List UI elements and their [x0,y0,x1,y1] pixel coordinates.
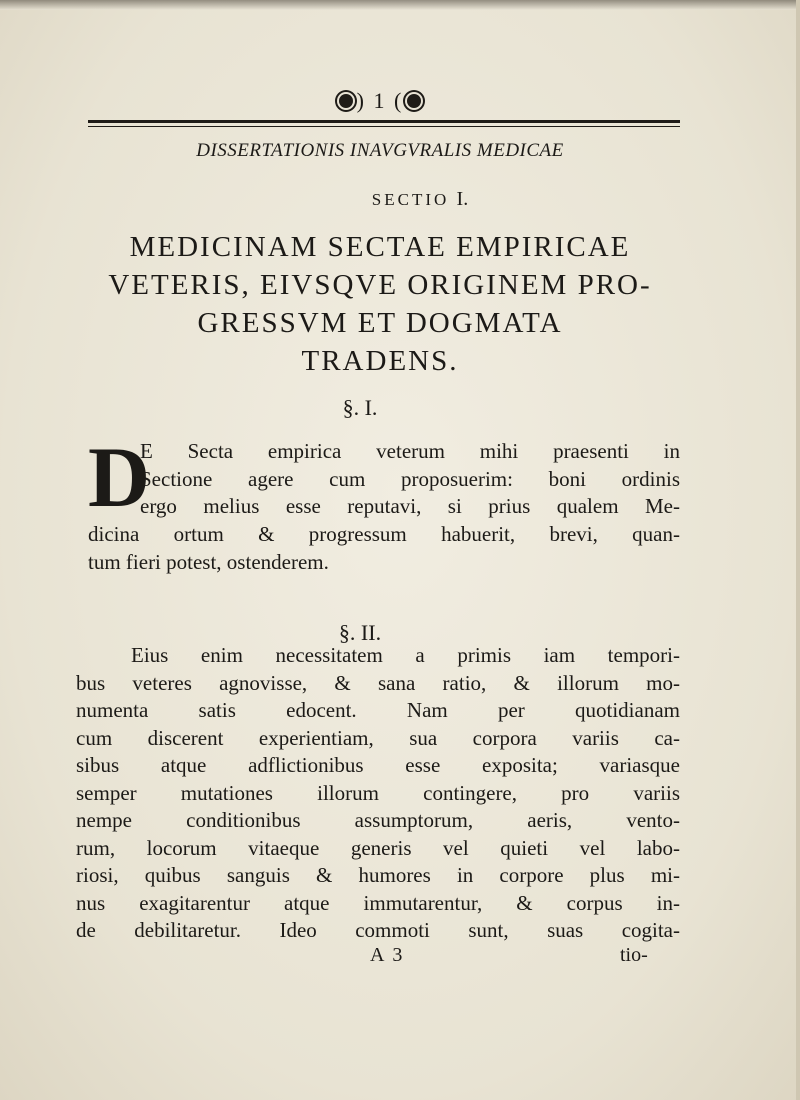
page-top-shadow [0,0,800,10]
paragraph-number: §. I. [342,395,378,420]
folio-ornament [300,86,460,116]
text-line: numenta satis edocent. Nam per quotidianam [76,698,680,722]
text-line: Eius enim necessitatem a primis iam tempori- [131,643,680,667]
text-line: cum discerent experientiam, sua corpora variis ca- [76,725,680,750]
text-line: bus veteres agnovisse, & sana ratio, & illorum mo- [76,670,680,695]
page-edge [796,0,800,1100]
text-line: dicina ortum & progressum habuerit, brevi, quan- [88,522,680,546]
section-word: SECTIO [371,190,450,209]
chapter-heading [80,228,680,380]
paragraph-1-body [88,521,680,576]
header-rule-thin [88,126,680,127]
text-line: Sectione agere cum proposuerim: boni ordinis [140,466,680,491]
section-label [200,188,640,211]
heading-line: VETERIS, EIVSQVE ORIGINEM PRO- [108,269,652,301]
signature-mark: A 3 [370,944,405,966]
text-line: E Secta empirica veterum mihi praesenti in [140,439,680,463]
text-line: ergo melius esse reputavi, si prius qualem Me- [140,494,680,518]
text-line: tum fieri potest, ostenderem. [88,549,329,574]
paragraph-1-indented [140,438,680,521]
drop-cap: D [88,429,151,525]
text-line: nus exagitarentur atque immutarentur, & corpus in- [76,890,680,915]
heading-line: MEDICINAM SECTAE EMPIRICAE [129,231,631,263]
text-line: riosi, quibus sanguis & humores in corpore plus mi- [76,863,680,887]
text-line: nempe conditionibus assumptorum, aeris, vento- [76,808,680,832]
rosette-right-icon [407,94,421,108]
header-rule-thick [88,120,680,123]
text-line: de debilitaretur. Ideo commoti sunt, suas cogita- [76,918,680,942]
heading-line: TRADENS. [301,345,459,377]
text-line: rum, locorum vitaeque generis vel quieti vel labo- [76,835,680,860]
running-title: DISSERTATIONIS INAVGVRALIS MEDICAE [196,140,564,161]
page-number: ) 1 ( [356,88,404,113]
section-number: I. [456,188,469,210]
text-line: semper mutationes illorum contingere, pro variis [76,780,680,805]
rosette-left-icon [339,94,353,108]
catchword: tio- [620,944,648,966]
paragraph-number: §. II. [338,620,382,645]
paragraph-2-body [76,642,680,945]
text-line: sibus atque adflictionibus esse exposita; variasque [76,753,680,777]
heading-line: GRESSVM ET DOGMATA [197,307,563,339]
